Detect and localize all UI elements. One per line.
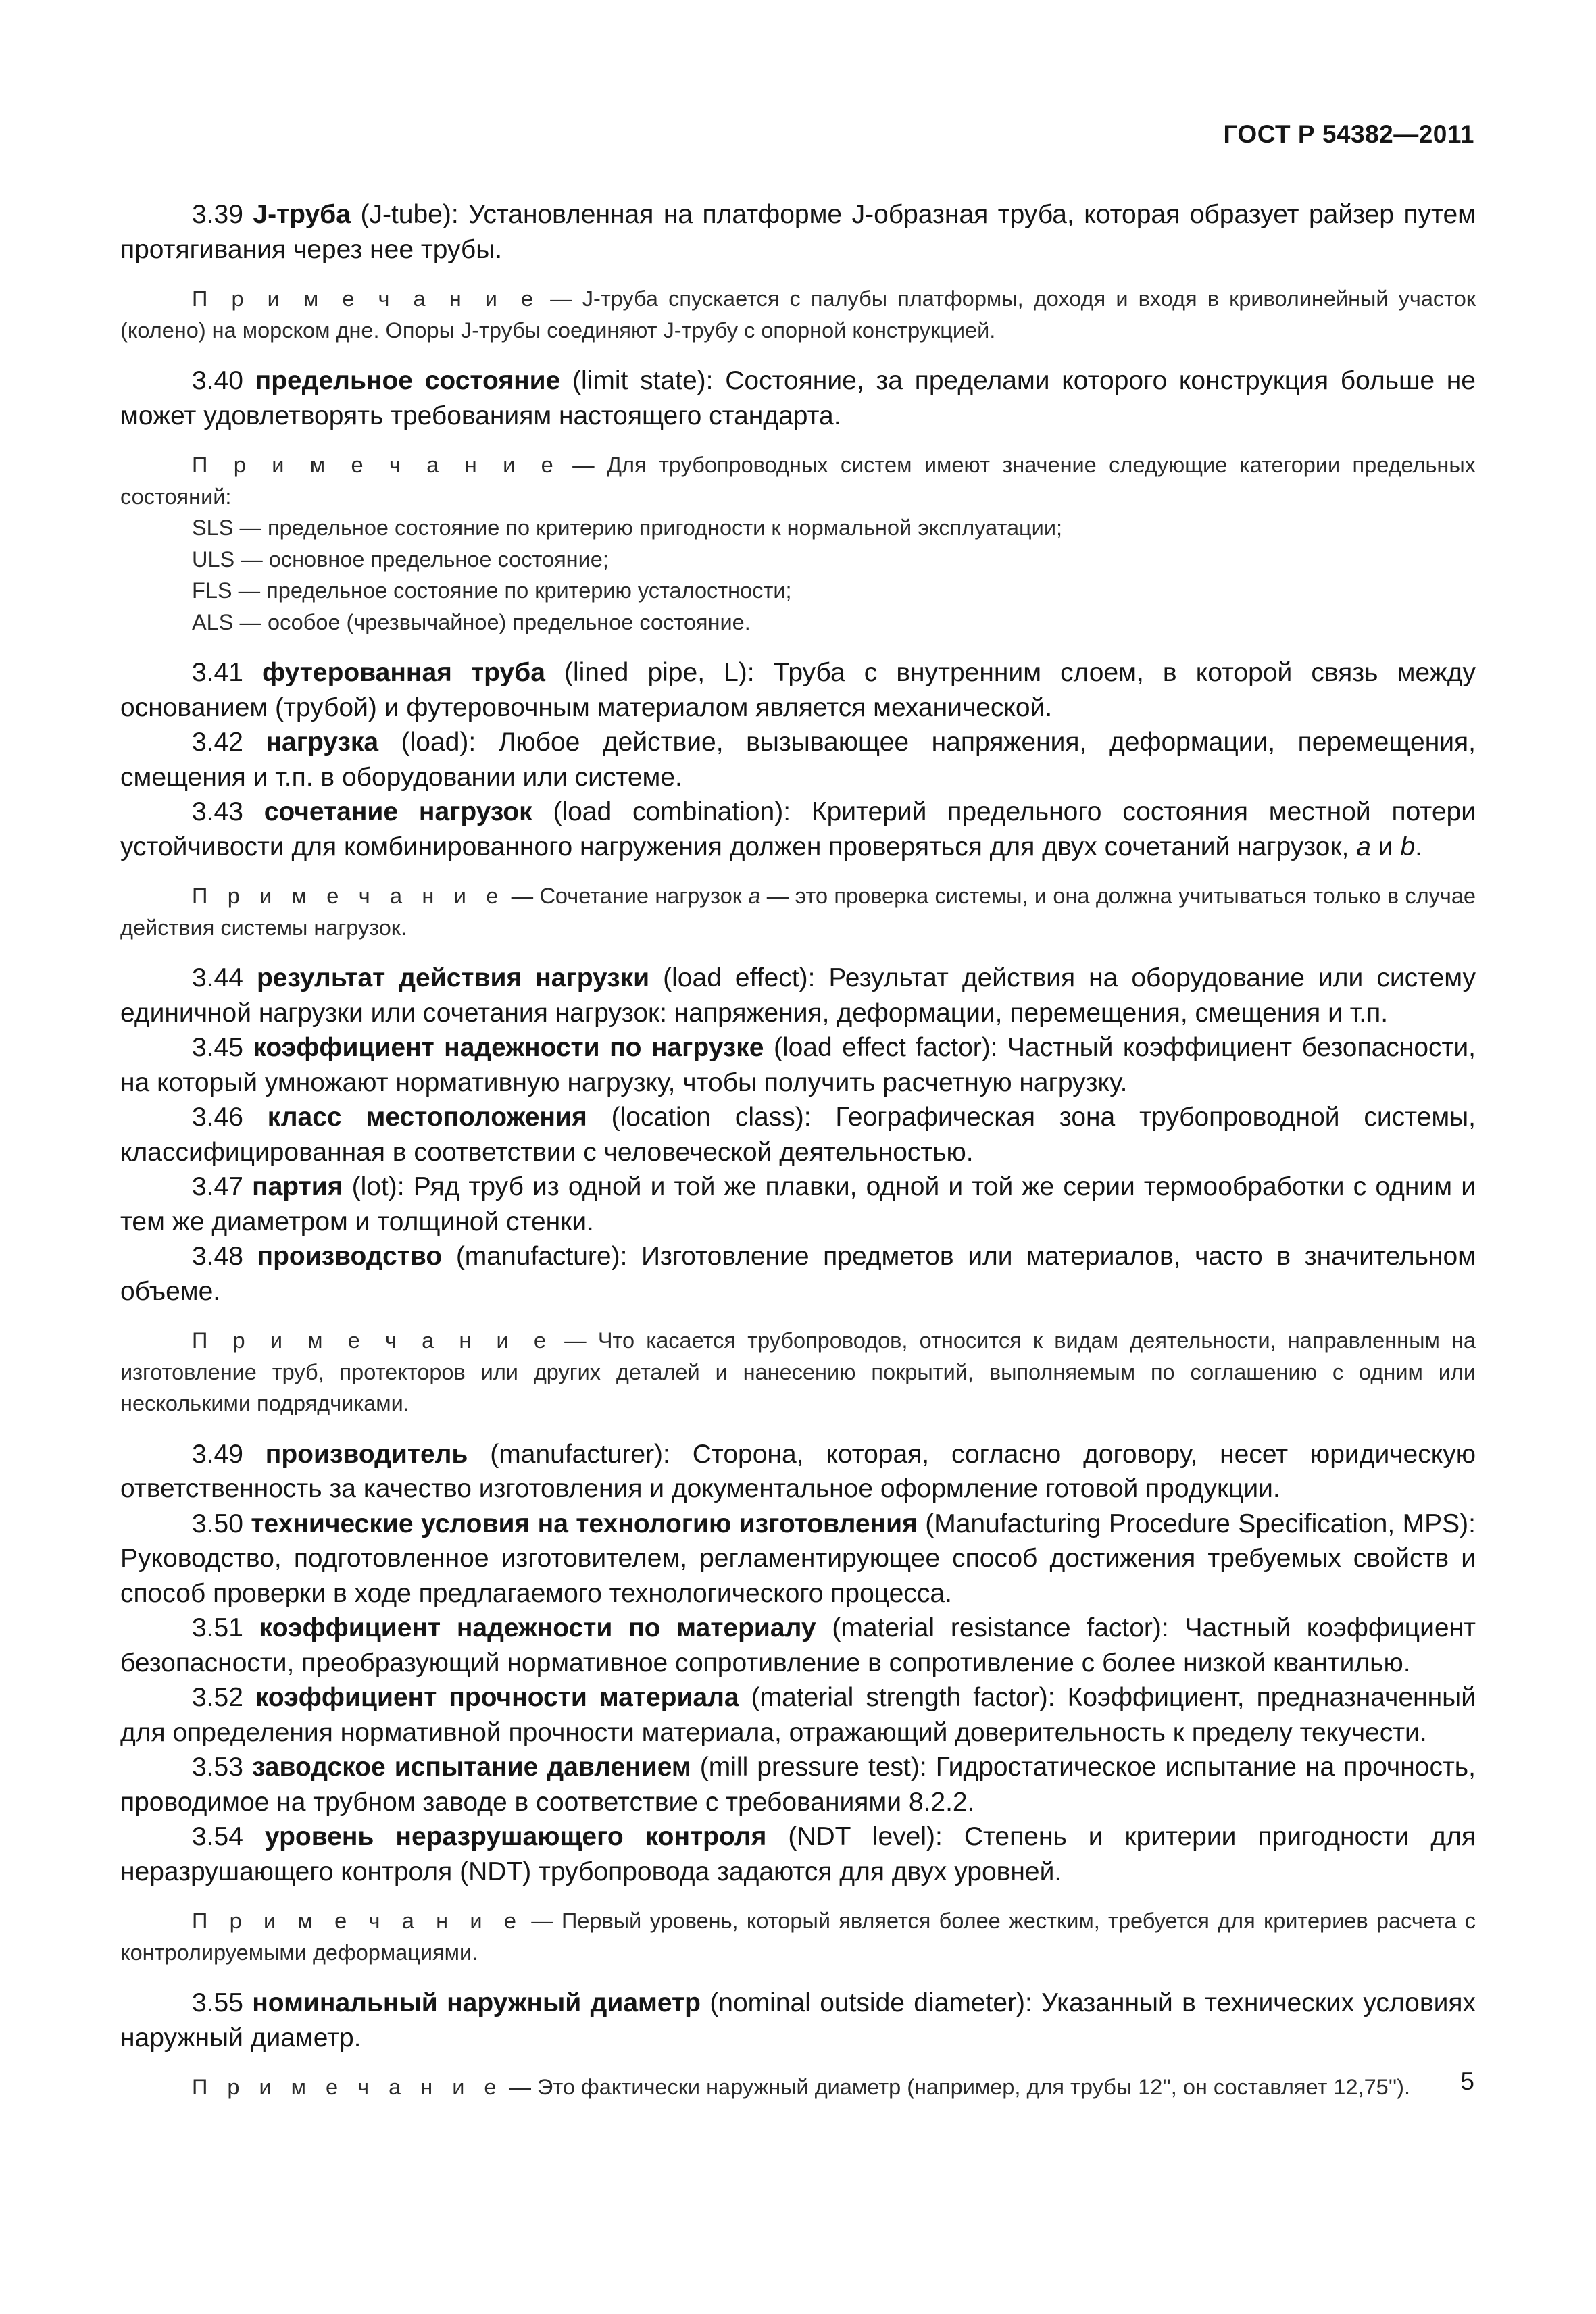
term-definition: : Частный коэффициент безопасности, преобразующий нормативное сопротивление в сопротивление с более низкой квантилью. bbox=[120, 1613, 1476, 1678]
term-number: 3.41 bbox=[192, 658, 243, 687]
term-variable-b: b bbox=[1400, 832, 1416, 861]
note-label: П р и м е ч а н и е bbox=[192, 884, 505, 908]
term-name: номинальный наружный диаметр bbox=[252, 1988, 701, 2017]
term-definition: : Степень и критерии пригодности для неразрушающего контроля (NDT) трубопровода задаются для двух уровней. bbox=[120, 1822, 1476, 1886]
term-3-51 bbox=[120, 1611, 1476, 1680]
note-3-48 bbox=[120, 1325, 1476, 1419]
note-text: — J-труба спускается с палубы платформы, доходя и входя в криволинейный участок (колено) на морском дне. Опоры J-трубы соединяют J-трубу с опорной конструкцией. bbox=[120, 286, 1476, 343]
note-3-39 bbox=[120, 283, 1476, 346]
term-english: (load effect) bbox=[663, 963, 808, 992]
term-3-47 bbox=[120, 1169, 1476, 1239]
term-3-49 bbox=[120, 1437, 1476, 1507]
term-definition: : Труба с внутренним слоем, в которой связь между основанием (трубой) и футеровочным материалом является механической. bbox=[120, 658, 1476, 722]
note-label: П р и м е ч а н и е bbox=[192, 1909, 523, 1933]
term-definition: : Критерий предельного состояния местной потери устойчивости для комбинированного нагружения должен проверяться для двух сочетаний нагрузок, bbox=[120, 797, 1476, 861]
term-definition: : Результат действия на оборудование или систему единичной нагрузки или сочетания нагрузок: напряжения, деформации, перемещения, смещения и т.п. bbox=[120, 963, 1476, 1028]
term-definition: : Любое действие, вызывающее напряжения, деформации, перемещения, смещения и т.п. в оборудовании или системе. bbox=[120, 728, 1476, 792]
term-3-39 bbox=[120, 197, 1476, 267]
term-name: коэффициент надежности по материалу bbox=[259, 1613, 816, 1642]
document-body bbox=[120, 197, 1476, 2121]
note-list-item: FLS — предельное состояние по критерию усталостности; bbox=[192, 578, 792, 603]
term-definition: : Изготовление предметов или материалов, часто в значительном объеме. bbox=[120, 1242, 1476, 1306]
term-number: 3.49 bbox=[192, 1439, 243, 1469]
term-number: 3.52 bbox=[192, 1683, 243, 1712]
term-english: (nominal outside diameter) bbox=[709, 1988, 1025, 2017]
term-definition: : Географическая зона трубопроводной системы, классифицированная в соответствии с человеческой деятельностью. bbox=[120, 1103, 1476, 1167]
term-3-53 bbox=[120, 1750, 1476, 1819]
term-definition: : Состояние, за пределами которого конструкция больше не может удовлетворять требованиям настоящего стандарта. bbox=[120, 366, 1476, 430]
term-english: (lot) bbox=[351, 1172, 397, 1201]
term-name: технические условия на технологию изготовления bbox=[251, 1509, 918, 1538]
term-name: заводское испытание давлением bbox=[251, 1753, 691, 1782]
document-code-header: ГОСТ Р 54382—2011 bbox=[1223, 120, 1474, 148]
term-3-43 bbox=[120, 795, 1476, 864]
term-english: (Manufacturing Procedure Specification, MPS) bbox=[925, 1509, 1469, 1538]
term-english: (NDT level) bbox=[788, 1822, 935, 1851]
term-name: производитель bbox=[265, 1439, 468, 1469]
term-number: 3.43 bbox=[192, 797, 243, 826]
term-english: (load combination) bbox=[553, 797, 784, 826]
term-3-48 bbox=[120, 1239, 1476, 1309]
term-3-42 bbox=[120, 725, 1476, 795]
term-name: коэффициент прочности материала bbox=[255, 1683, 739, 1712]
note-variable-a: a bbox=[748, 884, 761, 908]
term-definition: : Частный коэффициент безопасности, на который умножают нормативную нагрузку, чтобы получить расчетную нагрузку. bbox=[120, 1033, 1476, 1097]
term-english: (J-tube) bbox=[360, 200, 451, 229]
term-3-55 bbox=[120, 1986, 1476, 2055]
note-text: — Это фактически наружный диаметр (например, для трубы 12'', он составляет 12,75''). bbox=[509, 2075, 1410, 2099]
term-definition: : Ряд труб из одной и той же плавки, одной и той же серии термообработки с одним и тем же диаметром и толщиной стенки. bbox=[120, 1172, 1476, 1236]
term-number: 3.47 bbox=[192, 1172, 243, 1201]
term-number: 3.39 bbox=[192, 200, 243, 229]
term-name: результат действия нагрузки bbox=[256, 963, 650, 992]
term-number: 3.50 bbox=[192, 1509, 243, 1538]
note-intro bbox=[120, 449, 1476, 512]
note-text-post: — это проверка системы, и она должна учитываться только в случае действия системы нагрузок. bbox=[120, 884, 1476, 940]
term-3-41 bbox=[120, 655, 1476, 725]
note-list-item: SLS — предельное состояние по критерию пригодности к нормальной эксплуатации; bbox=[192, 515, 1063, 540]
term-3-46 bbox=[120, 1100, 1476, 1169]
term-number: 3.54 bbox=[192, 1822, 243, 1851]
term-connector: и bbox=[1370, 832, 1401, 861]
term-name: J-труба bbox=[253, 200, 351, 229]
term-3-45 bbox=[120, 1030, 1476, 1100]
note-3-43 bbox=[120, 880, 1476, 943]
term-english: (material strength factor) bbox=[751, 1683, 1048, 1712]
term-3-52 bbox=[120, 1680, 1476, 1750]
note-list-item: ALS — особое (чрезвычайное) предельное состояние. bbox=[192, 609, 751, 634]
term-english: (load effect factor) bbox=[773, 1033, 991, 1062]
note-text: — Первый уровень, который является более жестким, требуется для критериев расчета с контролируемыми деформациями. bbox=[120, 1909, 1476, 1965]
term-name: уровень неразрушающего контроля bbox=[264, 1822, 767, 1851]
term-3-44 bbox=[120, 961, 1476, 1030]
note-3-54 bbox=[120, 1905, 1476, 1968]
term-end: . bbox=[1415, 832, 1422, 861]
term-name: производство bbox=[257, 1242, 443, 1271]
term-name: партия bbox=[252, 1172, 343, 1201]
term-english: (manufacture) bbox=[455, 1242, 620, 1271]
term-number: 3.40 bbox=[192, 366, 243, 395]
term-number: 3.42 bbox=[192, 728, 243, 757]
term-name: сочетание нагрузок bbox=[264, 797, 532, 826]
term-name: нагрузка bbox=[266, 728, 379, 757]
note-label: П р и м е ч а н и е bbox=[192, 453, 560, 477]
term-number: 3.45 bbox=[192, 1033, 243, 1062]
term-english: (lined pipe, L) bbox=[564, 658, 747, 687]
note-label: П р и м е ч а н и е bbox=[192, 286, 541, 311]
term-3-50 bbox=[120, 1507, 1476, 1611]
term-english: (limit state) bbox=[572, 366, 706, 395]
term-number: 3.48 bbox=[192, 1242, 243, 1271]
term-number: 3.44 bbox=[192, 963, 243, 992]
note-3-40 bbox=[120, 449, 1476, 638]
term-definition: : Установленная на платформе J-образная труба, которая образует райзер путем протягивания через нее трубы. bbox=[120, 200, 1476, 264]
term-number: 3.53 bbox=[192, 1753, 243, 1782]
term-english: (location class) bbox=[611, 1103, 804, 1132]
term-3-40 bbox=[120, 363, 1476, 433]
note-list-item: ULS — основное предельное состояние; bbox=[192, 547, 609, 572]
term-variable-a: a bbox=[1356, 832, 1371, 861]
term-name: класс местоположения bbox=[267, 1103, 587, 1132]
term-number: 3.51 bbox=[192, 1613, 243, 1642]
term-english: (mill pressure test) bbox=[699, 1753, 920, 1782]
term-name: коэффициент надежности по нагрузке bbox=[253, 1033, 764, 1062]
note-text: — Что касается трубопроводов, относится к видам деятельности, направленным на изготовление труб, протекторов или других деталей и нанесению покрытий, выполняемым по соглашению с одним или несколькими подрядчиками. bbox=[120, 1328, 1476, 1415]
note-3-55 bbox=[120, 2071, 1476, 2103]
term-3-54 bbox=[120, 1819, 1476, 1889]
term-number: 3.46 bbox=[192, 1103, 243, 1132]
term-english: (manufacturer) bbox=[490, 1439, 664, 1469]
note-label: П р и м е ч а н и е bbox=[192, 1328, 553, 1353]
term-definition: : Сторона, которая, согласно договору, несет юридическую ответственность за качество изготовления и документальное оформление готовой продукции. bbox=[120, 1439, 1476, 1503]
term-english: (load) bbox=[401, 728, 469, 757]
note-text: — Для трубопроводных систем имеют значение следующие категории предельных состояний: bbox=[120, 453, 1476, 509]
term-english: (material resistance factor) bbox=[832, 1613, 1162, 1642]
term-name: предельное состояние bbox=[255, 366, 561, 395]
note-label: П р и м е ч а н и е bbox=[192, 2075, 503, 2099]
term-name: футерованная труба bbox=[262, 658, 545, 687]
term-definition: : Гидростатическое испытание на прочность, проводимое на трубном заводе в соответствие с требованиями 8.2.2. bbox=[120, 1753, 1476, 1817]
term-definition: : Руководство, подготовленное изготовителем, регламентирующее способ достижения требуемых свойств и способ проверки в ходе предлагаемого технологического процесса. bbox=[120, 1509, 1476, 1608]
term-definition: : Коэффициент, предназначенный для определения нормативной прочности материала, отражающий доверительность к пределу текучести. bbox=[120, 1683, 1476, 1747]
note-text-pre: — Сочетание нагрузок bbox=[511, 884, 749, 908]
term-definition: : Указанный в технических условиях наружный диаметр. bbox=[120, 1988, 1476, 2053]
page-number: 5 bbox=[1460, 2067, 1474, 2095]
term-number: 3.55 bbox=[192, 1988, 243, 2017]
